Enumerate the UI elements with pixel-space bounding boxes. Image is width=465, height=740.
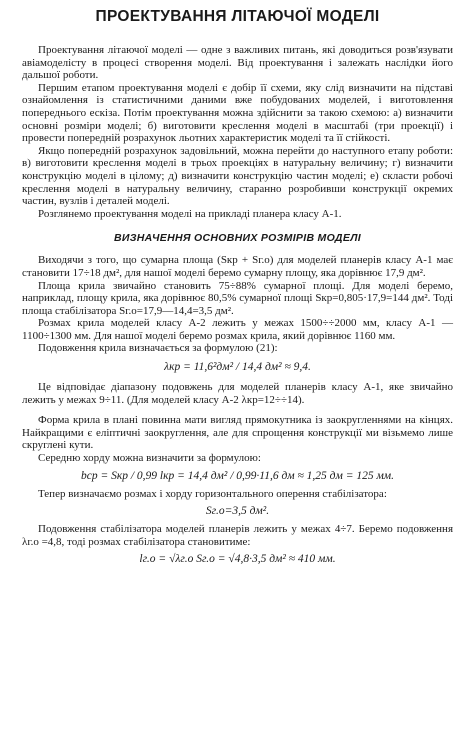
intro-paragraph-3: Якщо попередній розрахунок задовільний, можна перейти до наступного етапу роботи: в) виготовити креслення моделі в трьох проекціях в натуральну величину; г) визначити конструкцію моделі в цілому; д) визначити конструкцію частин моделі; е) скласти робочі креслення моделі в натуральну величину, старанно розробивши конструкції окремих частин, вузлів і деталей моделі.	[22, 144, 453, 208]
body-paragraph-total-area: Виходячи з того, що сумарна площа (Sкр + Sг.о) для моделей планерів класу А-1 має становити 17÷18 дм², для нашої моделі беремо сумарну площу, яка дорівнює 17,9 дм².	[22, 254, 453, 279]
intro-paragraph-1: Проектування літаючої моделі — одне з важливих питань, які доводиться розв'язувати авіамоделісту в процесі створення моделі. Від проектування і залежать наслідки його дальшої роботи.	[22, 44, 453, 82]
intro-paragraph-2: Першим етапом проектування моделі є добір її схеми, яку слід визначити на підставі ознайомлення із статистичними даними вже побудованих моделей, і виготовлення попереднього ескіза. Потім проектування можна здійснити за такою схемою: а) визначити основні розміри моделі; б) виготовити креслення моделі в масштабі (три проекції) і провести попередній розрахунок льотних характеристик моделі та її стійкості.	[22, 81, 453, 145]
section-heading: ВИЗНАЧЕННЯ ОСНОВНИХ РОЗМІРІВ МОДЕЛІ	[114, 232, 361, 245]
paragraph-aspect-range: Це відповідає діапазону подовжень для моделей планерів класу А-1, яке звичайно лежить у межах 9÷11. (Для моделей класу А-2 λкр=12÷÷14).	[22, 381, 453, 406]
formula-wing-aspect-ratio: λкр = 11,6²дм² / 14,4 дм² ≈ 9,4.	[164, 361, 311, 374]
paragraph-wing-shape: Форма крила в плані повинна мати вигляд прямокутника із заокругленнями на кінцях. Найкращими є еліптичні заокруглення, але для спрощення конструкції ми візьмемо лише скруглені кути.	[22, 414, 453, 452]
body-paragraph-aspect-ratio: Подовження крила визначається за формулою (21):	[38, 342, 278, 355]
formula-mean-chord: bср = Sкр / 0,99 lкр = 14,4 дм² / 0,99·11,6 дм ≈ 1,25 дм = 125 мм.	[80, 469, 395, 482]
paragraph-spacer	[22, 406, 453, 414]
formula-stabilizer-span: lг.о = √λг.о Sг.о = √4,8·3,5 дм² ≈ 410 мм.	[139, 553, 336, 566]
body-paragraph-wing-area: Площа крила звичайно становить 75÷88% сумарної площі. Для моделі беремо, наприклад, площу крила, яка дорівнює 80,5% сумарної площі Sкр=0,805·17,9=144 дм². Тоді площа стабілізатора Sг.о=17,9—14,4=3,5 дм².	[22, 279, 453, 317]
paragraph-chord-intro: Середню хорду можна визначити за формулою:	[38, 452, 261, 465]
paragraph-stabilizer-intro: Тепер визначаємо розмах і хорду горизонтального оперення стабілізатора:	[38, 487, 387, 500]
intro-paragraph-4: Розглянемо проектування моделі на прикладі планера класу А-1.	[38, 207, 342, 220]
formula-stabilizer-area: Sг.о=3,5 дм².	[205, 505, 270, 518]
page-title: ПРОЕКТУВАННЯ ЛІТАЮЧОЇ МОДЕЛІ	[95, 8, 380, 25]
paragraph-stabilizer-aspect: Подовження стабілізатора моделей планерів лежить у межах 4÷7. Беремо подовження λг.о =4,8, тоді розмах стабілізатора становитиме:	[22, 523, 453, 548]
body-paragraph-wing-span: Розмах крила моделей класу А-2 лежить у межах 1500÷÷2000 мм, класу А-1 — 1100÷1300 мм. Для нашої моделі беремо розмах крила, який дорівнює 1160 мм.	[22, 317, 453, 342]
